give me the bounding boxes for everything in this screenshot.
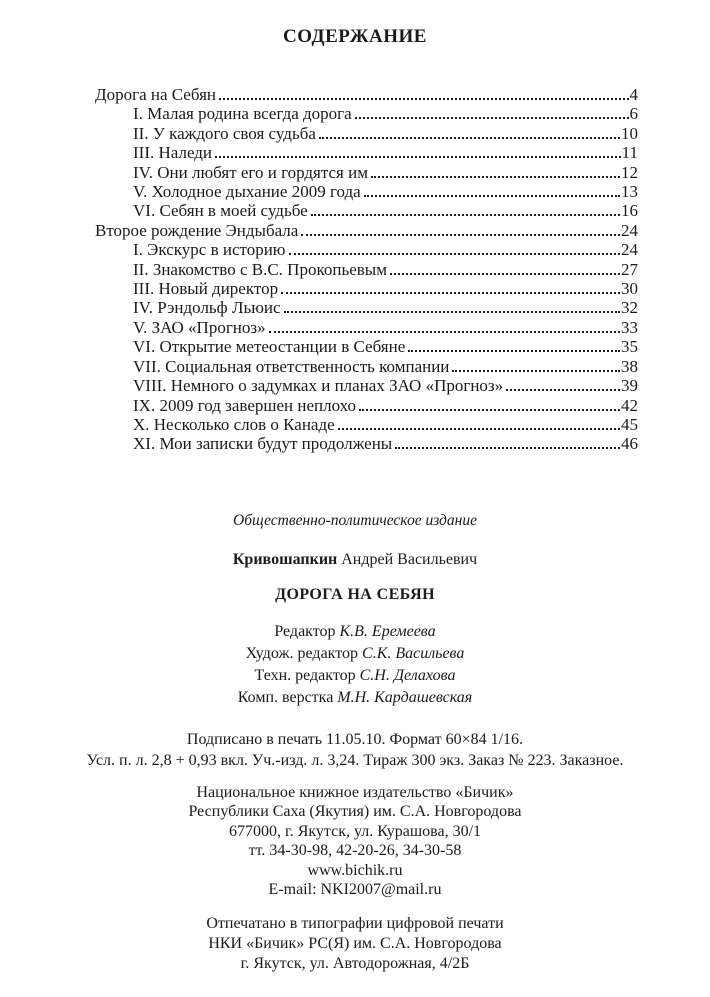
author-line [0, 551, 710, 569]
dotted-leader [408, 350, 620, 352]
toc-entry-page-number: 27 [621, 259, 638, 279]
dotted-leader [506, 389, 620, 391]
dotted-leader [269, 331, 620, 333]
toc-entry-label: II. Знакомство с В.С. Прокопьевым [133, 259, 387, 279]
dotted-leader [219, 98, 629, 100]
toc-row [95, 357, 638, 376]
toc-entry-page-number: 30 [621, 279, 638, 299]
editorial-staff [0, 621, 710, 709]
toc-row [95, 124, 638, 143]
publisher-line: Национальное книжное издательство «Бичик» [196, 783, 514, 801]
toc-entry-label: IX. 2009 год завершен неплохо [133, 395, 357, 415]
toc-row [95, 318, 638, 337]
toc-row [95, 221, 638, 240]
staff-line [0, 687, 710, 709]
publisher-line: E-mail: NKI2007@mail.ru [268, 881, 442, 899]
toc-entry-label: Дорога на Себян [95, 85, 216, 104]
staff-name: К.В. Еремеева [339, 622, 436, 640]
toc-row [95, 415, 638, 434]
staff-name: С.К. Васильева [362, 644, 465, 662]
dotted-leader [289, 253, 620, 255]
toc-row [95, 279, 638, 298]
print-info [0, 729, 710, 771]
author-given-names: Андрей Васильевич [341, 550, 478, 568]
toc-row [95, 182, 638, 201]
toc-entry-label: III. Новый директор [133, 279, 279, 299]
toc-entry-label: V. ЗАО «Прогноз» [133, 317, 266, 337]
publisher-line: 677000, г. Якутск, ул. Курашова, 30/1 [228, 822, 482, 840]
staff-role: Техн. редактор [254, 666, 356, 684]
toc-row [95, 396, 638, 415]
staff-role: Редактор [274, 622, 336, 640]
toc-row [95, 434, 638, 453]
dotted-leader [355, 117, 629, 119]
print-info-line: Подписано в печать 11.05.10. Формат 60×84 1/16. [186, 730, 524, 748]
dotted-leader [301, 234, 620, 236]
toc-entry-page-number: 33 [621, 317, 638, 337]
toc-entry-label: Второе рождение Эндыбала [95, 220, 299, 240]
toc-entry-label: IV. Рэндольф Льюис [133, 298, 281, 318]
toc-row [95, 143, 638, 162]
toc-entry-page-number: 46 [621, 434, 638, 454]
toc-entry-page-number: 12 [621, 162, 638, 182]
toc-entry-label: V. Холодное дыхание 2009 года [133, 182, 361, 202]
dotted-leader [390, 273, 620, 275]
toc-entry-label: X. Несколько слов о Канаде [133, 414, 335, 434]
printing-house-line: г. Якутск, ул. Автодорожная, 4/2Б [240, 954, 470, 972]
dotted-leader [338, 428, 620, 430]
book-title: ДОРОГА НА СЕБЯН [275, 585, 435, 603]
toc-entry-page-number: 11 [621, 143, 638, 163]
publisher-line: тт. 34-30-98, 42-20-26, 34-30-58 [248, 842, 462, 860]
staff-role: Комп. верстка [237, 688, 334, 706]
publisher-line: Республики Саха (Якутия) им. С.А. Новгородова [188, 803, 522, 821]
dotted-leader [284, 311, 620, 313]
toc-entry-label: III. Наледи [133, 143, 213, 163]
toc-entry-page-number: 13 [621, 182, 638, 202]
toc-entry-label: VII. Социальная ответственность компании [133, 356, 450, 376]
dotted-leader [319, 137, 620, 139]
toc-entry-page-number: 38 [621, 356, 638, 376]
toc-title: СОДЕРЖАНИЕ [283, 26, 427, 47]
printing-house-block [0, 914, 710, 974]
dotted-leader [371, 176, 620, 178]
toc-entry-label: I. Малая родина всегда дорога [133, 104, 352, 124]
toc-row [95, 337, 638, 356]
dotted-leader [311, 214, 620, 216]
toc-entry-page-number: 32 [621, 298, 638, 318]
dotted-leader [215, 156, 621, 158]
dotted-leader [452, 370, 620, 372]
toc-entry-page-number: 4 [629, 85, 638, 104]
staff-name: С.Н. Делахова [359, 666, 456, 684]
toc-entry-page-number: 42 [621, 395, 638, 415]
toc-row [95, 163, 638, 182]
toc-entry-page-number: 10 [621, 123, 638, 143]
dotted-leader [395, 447, 620, 449]
toc-row [95, 376, 638, 395]
toc-entry-label: I. Экскурс в историю [133, 240, 286, 260]
staff-line [0, 643, 710, 665]
toc-entry-page-number: 24 [621, 240, 638, 260]
dotted-leader [281, 292, 620, 294]
toc-entry-page-number: 6 [629, 104, 638, 124]
author-surname: Кривошапкин [232, 550, 338, 568]
toc-entry-page-number: 35 [621, 337, 638, 357]
staff-line [0, 665, 710, 687]
staff-role: Худож. редактор [245, 644, 359, 662]
publisher-line: www.bichik.ru [307, 861, 403, 879]
dotted-leader [364, 195, 620, 197]
toc-entry-label: VI. Себян в моей судьбе [133, 201, 308, 221]
toc-row [95, 104, 638, 123]
printing-house-line: НКИ «Бичик» РС(Я) им. С.А. Новгородова [208, 934, 502, 952]
toc-entry-label: IV. Они любят его и гордятся им [133, 162, 368, 182]
toc-row [95, 201, 638, 220]
toc-entry-label: II. У каждого своя судьба [133, 123, 316, 143]
toc-entry-label: VI. Открытие метеостанции в Себяне [133, 337, 406, 357]
toc-entry-label: VIII. Немного о задумках и планах ЗАО «Прогноз» [133, 376, 504, 396]
publisher-block [0, 783, 710, 900]
toc-entry-page-number: 16 [621, 201, 638, 221]
colophon [0, 512, 710, 974]
toc-entry-label: XI. Мои записки будут продолжены [133, 434, 393, 454]
staff-name: М.Н. Кардашевская [337, 688, 473, 706]
toc-row [95, 240, 638, 259]
printing-house-line: Отпечатано в типографии цифровой печати [206, 914, 504, 932]
print-info-line: Усл. п. л. 2,8 + 0,93 вкл. Уч.-изд. л. 3,24. Тираж 300 экз. Заказ № 223. Заказное. [86, 751, 624, 769]
toc-row [95, 298, 638, 317]
toc-row [95, 85, 638, 104]
staff-line [0, 621, 710, 643]
toc-entry-page-number: 45 [621, 414, 638, 434]
table-of-contents [95, 85, 638, 454]
edition-type: Общественно-политическое издание [233, 511, 477, 529]
dotted-leader [359, 409, 620, 411]
toc-row [95, 260, 638, 279]
toc-entry-page-number: 39 [621, 376, 638, 396]
toc-entry-page-number: 24 [621, 220, 638, 240]
